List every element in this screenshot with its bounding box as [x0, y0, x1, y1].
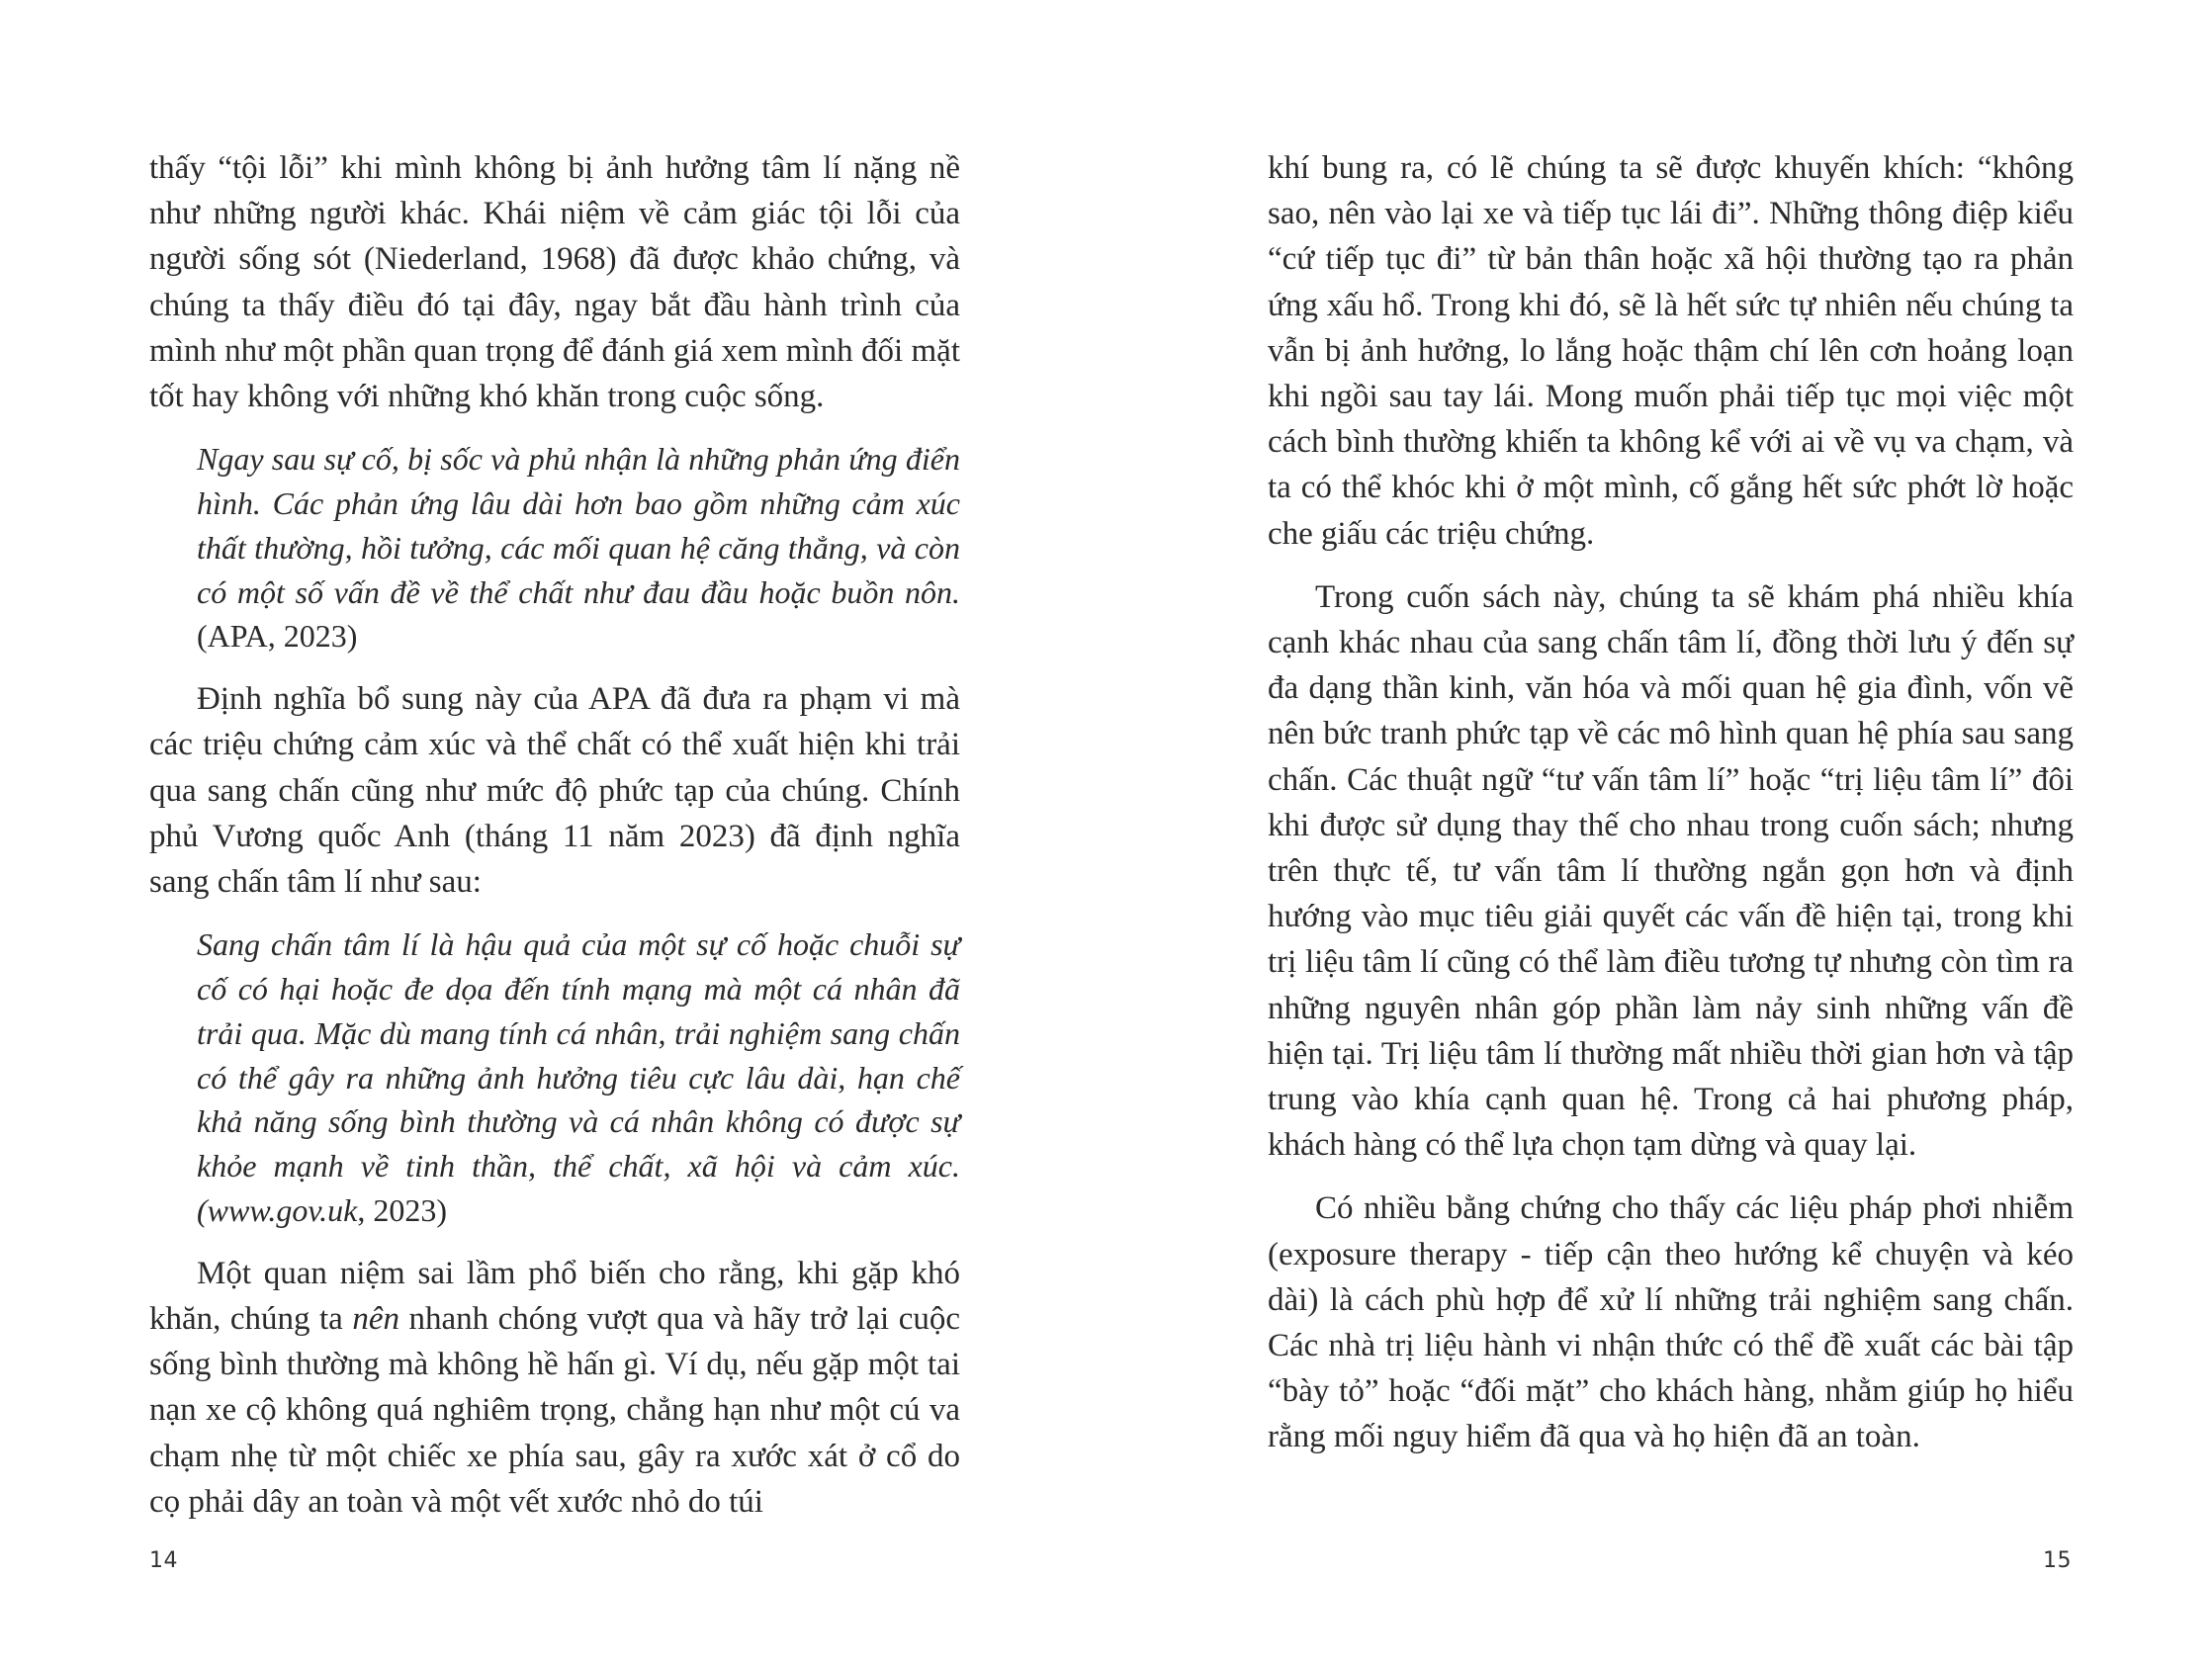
body-paragraph: Có nhiều bằng chứng cho thấy các liệu pháp phơi nhiễm (exposure therapy - tiếp cận theo hướng kể chuyện và kéo dài) là cách phù hợp để xử lí những trải nghiệm sang chấn. Các nhà trị liệu hành vi nhận thức có thể đề xuất các bài tập “bày tỏ” hoặc “đối mặt” cho khách hàng, nhằm giúp họ hiểu rằng mối nguy hiểm đã qua và họ hiện đã an toàn.: [1268, 1190, 2074, 1455]
quote-source: (APA, 2023): [197, 618, 358, 655]
body-paragraph: khí bung ra, có lẽ chúng ta sẽ được khuyến khích: “không sao, nên vào lại xe và tiếp tục lái đi”. Những thông điệp kiểu “cứ tiếp tục đi” từ bản thân hoặc xã hội thường tạo ra phản ứng xấu hổ. Trong khi đó, sẽ là hết sức tự nhiên nếu chúng ta vẫn bị ảnh hưởng, lo lắng hoặc thậm chí lên cơn hoảng loạn khi ngồi sau tay lái. Mong muốn phải tiếp tục mọi việc một cách bình thường khiến ta không kể với ai về vụ va chạm, và ta có thể khóc khi ở một mình, cố gắng hết sức phớt lờ hoặc che giấu các triệu chứng.: [1268, 150, 2074, 552]
text-run: Một quan niệm sai lầm phổ biến cho rằng, khi gặp khó khăn, chúng ta: [149, 1255, 960, 1337]
body-paragraph: [149, 1251, 960, 1525]
emphasis-text: nên: [352, 1301, 399, 1337]
page-number-left: 14: [149, 1548, 178, 1573]
body-paragraph: Trong cuốn sách này, chúng ta sẽ khám phá nhiều khía cạnh khác nhau của sang chấn tâm lí, đồng thời lưu ý đến sự đa dạng thần kinh, văn hóa và mối quan hệ gia đình, vốn vẽ nên bức tranh phức tạp về các mô hình quan hệ phía sau sang chấn. Các thuật ngữ “tư vấn tâm lí” hoặc “trị liệu tâm lí” đôi khi được sử dụng thay thế cho nhau trong cuốn sách; nhưng trên thực tế, tư vấn tâm lí thường ngắn gọn hơn và định hướng vào mục tiêu giải quyết các vấn đề hiện tại, trong khi trị liệu tâm lí cũng có thể làm điều tương tự nhưng còn tìm ra những nguyên nhân góp phần làm nảy sinh những vấn đề hiện tại. Trị liệu tâm lí thường mất nhiều thời gian hơn và tập trung vào khía cạnh quan hệ. Trong cả hai phương pháp, khách hàng có thể lựa chọn tạm dừng và quay lại.: [1268, 578, 2074, 1164]
block-quote-apa: [149, 437, 960, 658]
page-number-right: 15: [2043, 1548, 2072, 1573]
quote-text: Ngay sau sự cố, bị sốc và phủ nhận là những phản ứng điển hình. Các phản ứng lâu dài hơn bao gồm những cảm xúc thất thường, hồi tưởng, các mối quan hệ căng thẳng, và còn có một số vấn đề về thể chất như đau đầu hoặc buồn nôn.: [197, 441, 960, 610]
body-paragraph: Định nghĩa bổ sung này của APA đã đưa ra phạm vi mà các triệu chứng cảm xúc và thể chất có thể xuất hiện khi trải qua sang chấn cũng như mức độ phức tạp của chúng. Chính phủ Vương quốc Anh (tháng 11 năm 2023) đã định nghĩa sang chấn tâm lí như sau:: [149, 681, 960, 901]
left-page: [149, 145, 960, 1542]
quote-source-year: , 2023): [357, 1192, 447, 1228]
quote-text: Sang chấn tâm lí là hậu quả của một sự cố hoặc chuỗi sự cố có hại hoặc đe dọa đến tính mạng mà một cá nhân đã trải qua. Mặc dù mang tính cá nhân, trải nghiệm sang chấn có thể gây ra những ảnh hưởng tiêu cực lâu dài, hạn chế khả năng sống bình thường và cá nhân không có được sự khỏe mạnh về tinh thần, thể chất, xã hội và cảm xúc.: [197, 926, 960, 1184]
quote-source-url: (www.gov.uk: [197, 1192, 358, 1228]
text-run: nhanh chóng vượt qua và hãy trở lại cuộc sống bình thường mà không hề hấn gì. Ví dụ, nếu gặp một tai nạn xe cộ không quá nghiêm trọng, chẳng hạn như một cú va chạm nhẹ từ một chiếc xe phía sau, gây ra xước xát ở cổ do cọ phải dây an toàn và một vết xước nhỏ do túi: [149, 1301, 960, 1520]
right-page: [1268, 145, 2074, 1478]
body-paragraph: thấy “tội lỗi” khi mình không bị ảnh hưởng tâm lí nặng nề như những người khác. Khái niệm về cảm giác tội lỗi của người sống sót (Niederland, 1968) đã được khảo chứng, và chúng ta thấy điều đó tại đây, ngay bắt đầu hành trình của mình như một phần quan trọng để đánh giá xem mình đối mặt tốt hay không với những khó khăn trong cuộc sống.: [149, 150, 960, 415]
block-quote-gov: [149, 922, 960, 1233]
